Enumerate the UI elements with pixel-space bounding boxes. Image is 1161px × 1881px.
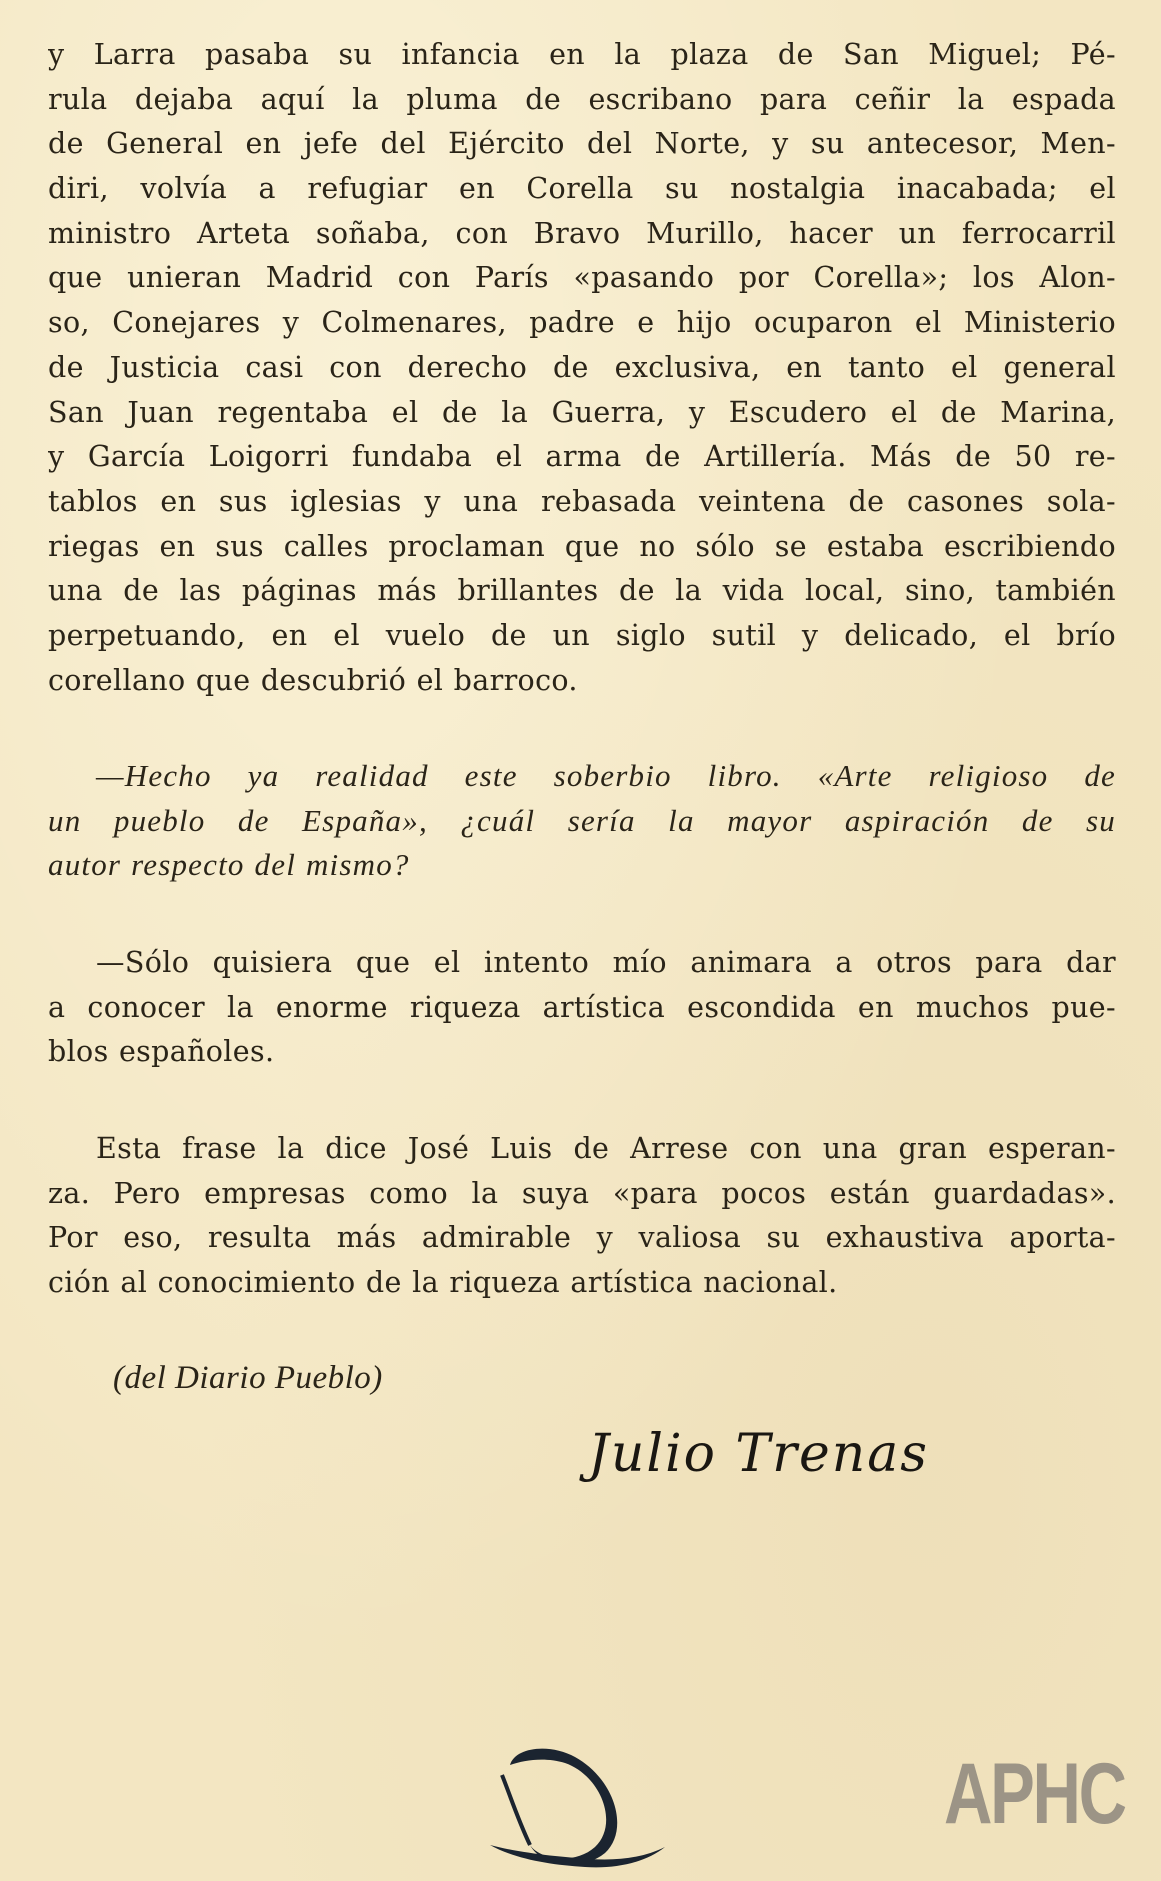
- text-line: ministro Arteta soñaba, con Bravo Murillo, hacer un ferrocarril: [48, 216, 1116, 250]
- watermark-logo: APHC: [944, 1746, 1125, 1842]
- text-line: so, Conejares y Colmenares, padre e hijo ocuparon el Ministerio: [48, 306, 1116, 340]
- author-signature: Julio Trenas: [588, 1424, 929, 1484]
- answer-line: blos españoles.: [48, 1035, 275, 1069]
- paragraph-history: [48, 33, 1116, 703]
- closing-line: za. Pero empresas como la suya «para pocos están guardadas».: [48, 1176, 1116, 1210]
- text-line: de General en jefe del Ejército del Norte, y su antecesor, Men-: [48, 127, 1116, 161]
- text-line: riegas en sus calles proclaman que no sólo se estaba escribiendo: [48, 529, 1116, 563]
- text-line: diri, volvía a refugiar en Corella su nostalgia inacabada; el: [48, 172, 1116, 206]
- question-line: un pueblo de España», ¿cuál sería la mayor aspiración de su: [48, 802, 1116, 838]
- text-line: San Juan regentaba el de la Guerra, y Escudero el de Marina,: [48, 395, 1116, 429]
- text-line: una de las páginas más brillantes de la vida local, sino, también: [48, 574, 1116, 608]
- text-line: de Justicia casi con derecho de exclusiva, en tanto el general: [48, 350, 1116, 384]
- answer-line: —Sólo quisiera que el intento mío animara a otros para dar: [96, 946, 1116, 979]
- answer-line: a conocer la enorme riqueza artística escondida en muchos pue-: [48, 990, 1116, 1024]
- closing-line: ción al conocimiento de la riqueza artística nacional.: [48, 1266, 838, 1300]
- question-line: —Hecho ya realidad este soberbio libro. «Arte religioso de: [96, 758, 1116, 793]
- closing-line: Esta frase la dice José Luis de Arrese con una gran esperan-: [96, 1132, 1116, 1165]
- text-line: y Larra pasaba su infancia en la plaza de San Miguel; Pé-: [48, 38, 1116, 71]
- text-line: y García Loigorri fundaba el arma de Artillería. Más de 50 re-: [48, 440, 1116, 474]
- question-line: autor respecto del mismo?: [48, 847, 410, 883]
- text-line: rula dejaba aquí la pluma de escribano para ceñir la espada: [48, 82, 1116, 116]
- closing-line: Por eso, resulta más admirable y valiosa su exhaustiva aporta-: [48, 1221, 1116, 1255]
- closing-paragraph: [48, 1127, 1116, 1306]
- interview-question: [48, 754, 1116, 888]
- source-citation: (del Diario Pueblo): [113, 1360, 383, 1396]
- text-line: perpetuando, en el vuelo de un siglo sutil y delicado, el brío: [48, 618, 1116, 652]
- text-line: tablos en sus iglesias y una rebasada veintena de casones sola-: [48, 484, 1116, 518]
- ornament-icon: [480, 1735, 670, 1875]
- interview-answer: [48, 941, 1116, 1075]
- text-line: que unieran Madrid con París «pasando por Corella»; los Alon-: [48, 261, 1116, 295]
- text-line: corellano que descubrió el barroco.: [48, 663, 578, 697]
